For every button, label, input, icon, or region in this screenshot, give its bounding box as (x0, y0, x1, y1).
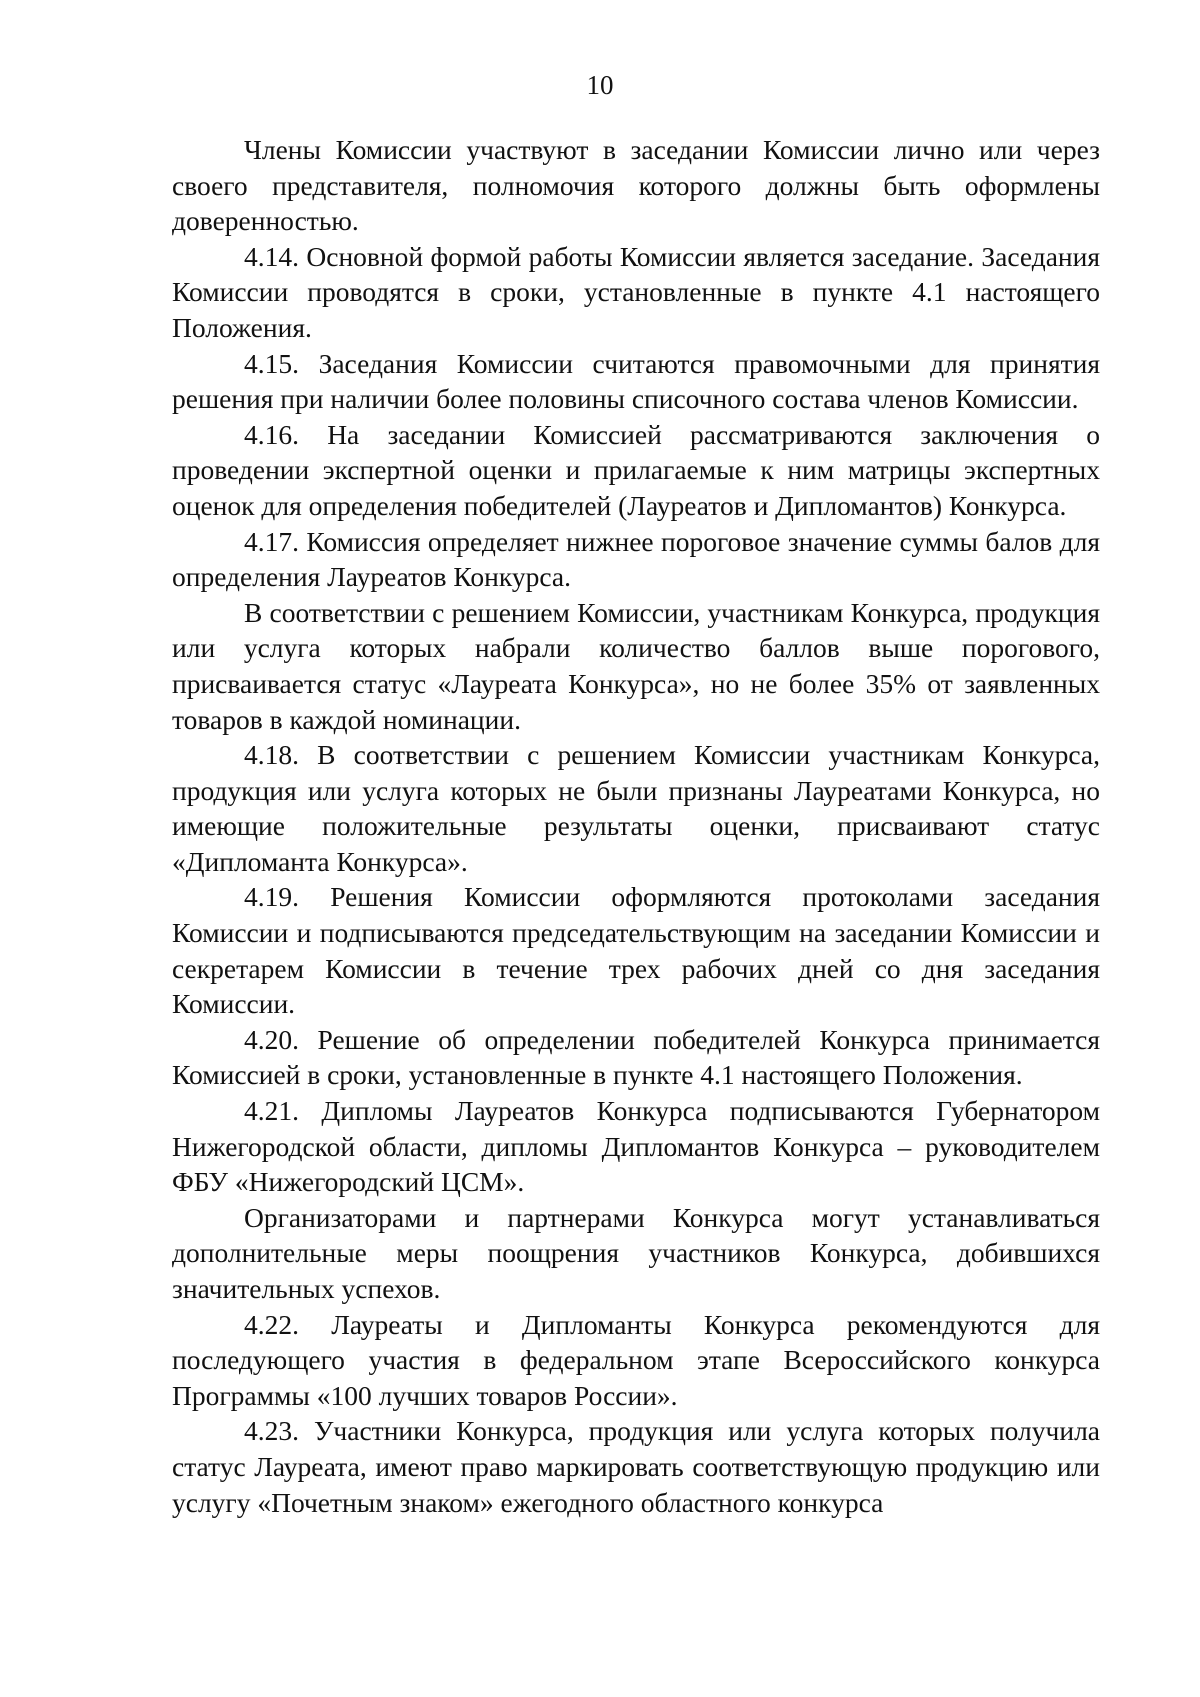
paragraph-4-16: 4.16. На заседании Комиссией рассматриваются заключения о проведении экспертной оценки и прилагаемые к ним матрицы экспертных оценок для определения победителей (Лауреатов и Дипломантов) Конкурса. (172, 418, 1100, 521)
paragraph-4-17: 4.17. Комиссия определяет нижнее пороговое значение суммы балов для определения Лауреатов Конкурса. (172, 525, 1100, 593)
document-body (172, 132, 1100, 1520)
paragraph-4-21: 4.21. Дипломы Лауреатов Конкурса подписываются Губернатором Нижегородской области, дипломы Дипломантов Конкурса – руководителем ФБУ «Нижегородский ЦСМ». (172, 1095, 1100, 1198)
paragraph-4-22: 4.22. Лауреаты и Дипломанты Конкурса рекомендуются для последующего участия в федеральном этапе Всероссийского конкурса Программы «100 лучших товаров России». (172, 1308, 1100, 1411)
paragraph-4-19: 4.19. Решения Комиссии оформляются протоколами заседания Комиссии и подписываются председательствующим на заседании Комиссии и секретарем Комиссии в течение трех рабочих дней со дня заседания Комиссии. (172, 881, 1100, 1020)
paragraph-4-15: 4.15. Заседания Комиссии считаются правомочными для принятия решения при наличии более половины списочного состава членов Комиссии. (172, 347, 1100, 415)
paragraph-members-participation: Члены Комиссии участвуют в заседании Комиссии лично или через своего представителя, полномочия которого должны быть оформлены доверенностью. (172, 134, 1100, 237)
paragraph-additional-incentives: Организаторами и партнерами Конкурса могут устанавливаться дополнительные меры поощрения участников Конкурса, добившихся значительных успехов. (172, 1201, 1100, 1304)
paragraph-4-23: 4.23. Участники Конкурса, продукция или услуга которых получила статус Лауреата, имеют право маркировать соответствующую продукцию или услугу «Почетным знаком» ежегодного областного конкурса (172, 1415, 1100, 1518)
paragraph-4-14: 4.14. Основной формой работы Комиссии является заседание. Заседания Комиссии проводятся в сроки, установленные в пункте 4.1 настоящего Положения. (172, 240, 1100, 343)
paragraph-4-20: 4.20. Решение об определении победителей Конкурса принимается Комиссией в сроки, установленные в пункте 4.1 настоящего Положения. (172, 1023, 1100, 1091)
paragraph-4-18: 4.18. В соответствии с решением Комиссии участникам Конкурса, продукция или услуга которых не были признаны Лауреатами Конкурса, но имеющие положительные результаты оценки, присваивают статус «Дипломанта Конкурса». (172, 739, 1100, 877)
paragraph-laureate-status: В соответствии с решением Комиссии, участникам Конкурса, продукция или услуга которых набрали количество баллов выше порогового, присваивается статус «Лауреата Конкурса», но не более 35% от заявленных товаров в каждой номинации. (172, 596, 1100, 735)
page-number: 10 (586, 70, 614, 100)
